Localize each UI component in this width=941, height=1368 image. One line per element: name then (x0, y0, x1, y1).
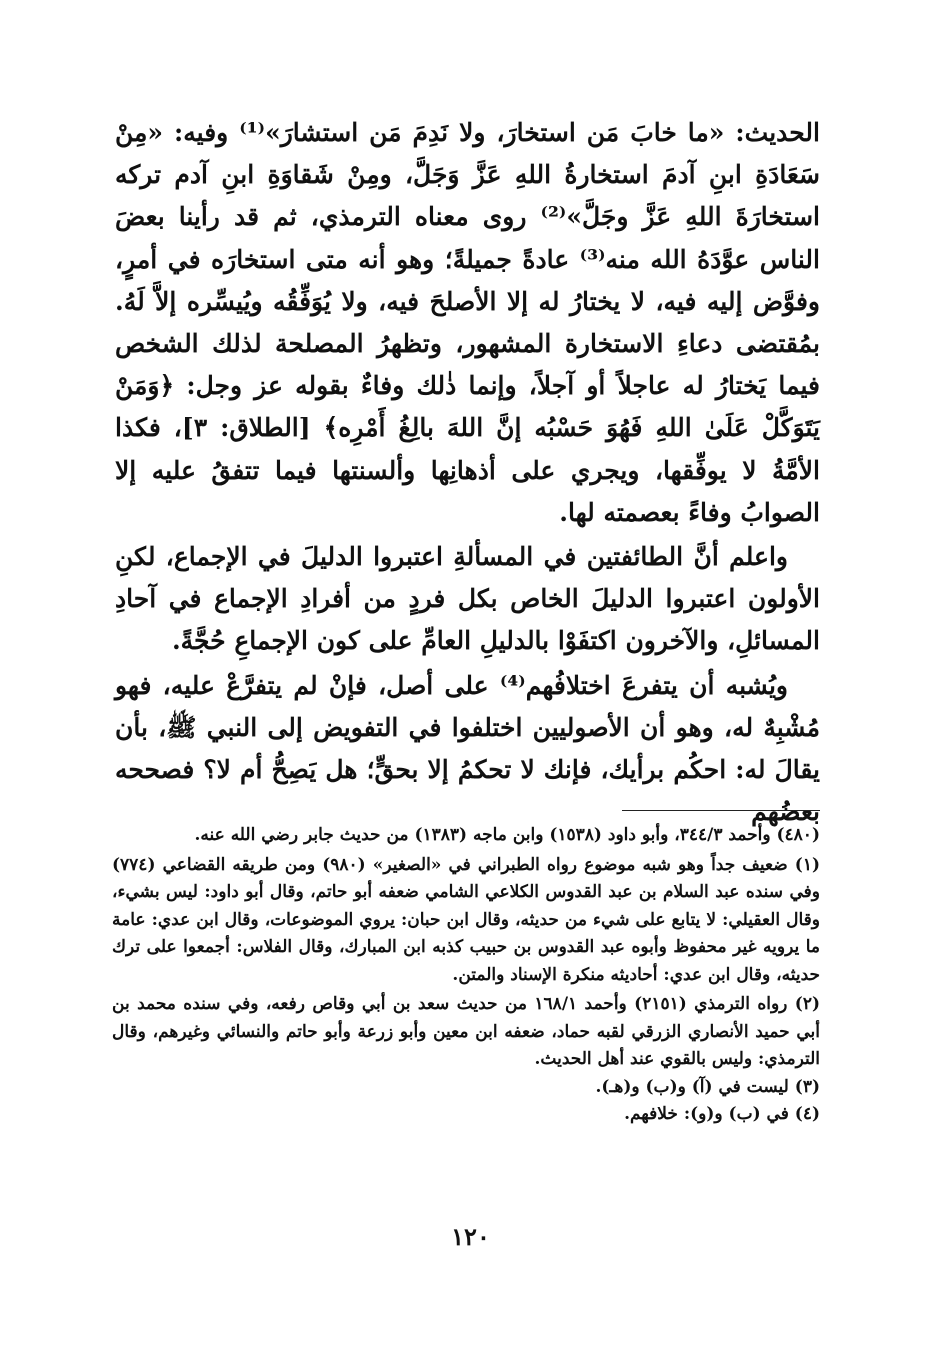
page-number: ١٢٠ (451, 1222, 490, 1251)
main-body-text (115, 112, 820, 833)
footnote-4: (٤) في (ب) و(و): خلافهم. (624, 1104, 820, 1124)
footnote-1: (١) ضعيف جداً وهو شبه موضوع رواه الطبراني في «الصغير» (٩٨٠) ومن طريقه القضاعي (٧٧٤) وفي سنده عبد السلام بن عبد القدوس الكلاعي الشامي ضعفه أبو حاتم، وقال أبو داود: ليس بشيء، وقال العقيلي: لا يتابع على شيء من حديثه، وقال ابن حبان: يروي الموضوعات، وقال ابن عدي: عامة ما يرويه غير محفوظ وأبوه عبد القدوس بن حبيب كذبه ابن المبارك، وقال الفلاس: أجمعوا على ترك حديثه، وقال ابن عدي: أحاديثه منكرة الإسناد والمتن. (112, 854, 820, 985)
footnote-continued: (٤٨٠) وأحمد ٣٤٤/٣، وأبو داود (١٥٣٨) وابن ماجه (١٣٨٣) من حديث جابر رضي الله عنه. (194, 825, 820, 845)
footnote-divider (622, 810, 820, 811)
body-paragraph-1: الحديث: «ما خابَ مَن استخارَ، ولا نَدِمَ مَن استشارَ»⁽¹⁾ وفيه: «مِنْ سَعَادَةِ ابنِ آدمَ استخارةُ اللهِ عَزَّ وَجَلَّ، ومِنْ شَقاوَةِ ابنِ آدم تركه استخارَةَ اللهِ عَزَّ وجَلَّ»⁽²⁾ روى معناه الترمذي، ثم قد رأينا بعضَ الناس عوَّدَهُ الله منه⁽³⁾ عادةً جميلةً؛ وهو أنه متى استخارَه في أمرٍ، وفوَّض إليه فيه، لا يختارُ له إلا الأصلحَ فيه، ولا يُوَفِّقُه ويُيسِّره إلاَّ لَهُ. بمُقتضى دعاءِ الاستخارة المشهور، وتظهرُ المصلحة لذلك الشخص فيما يَختارُ له عاجلاً أو آجلاً، وإنما ذٰلك وفاءٌ بقوله عز وجل: ﴿وَمَنْ يَتَوَكَّلْ عَلَىٰ اللهِ فَهُوَ حَسْبُه إنَّ اللهَ بالِغُ أَمْرِه﴾ [الطلاق: ٣]، فكذا الأمَّةُ لا يوفِّقها، ويجري على أذهانِها وألسنتها فيما تتفقُ عليه إلا الصوابُ وفاءً بعصمته لها. (115, 118, 820, 527)
footnote-3: (٣) ليست في (آ) و(ب) و(هـ). (595, 1076, 820, 1097)
body-paragraph-2: واعلم أنَّ الطائفتين في المسألةِ اعتبروا الدليلَ في الإجماع، لكنِ الأولون اعتبروا الدليلَ الخاص بكل فردٍ من أفرادِ الإجماع في آحادِ المسائلِ، والآخرون اكتفَوْا بالدليلِ العامِّ على كون الإجماعِ حُجَّةً. (115, 542, 820, 656)
body-paragraph-3: ويُشبه أن يتفرعَ اختلافُهم⁽⁴⁾ على أصل، فإنْ لم يتفرَّعْ عليه، فهو مُشْبِهٌ له، وهو أن الأصوليين اختلفوا في التفويض إلى النبي ﷺ، بأن يقالَ له: احكُم برأيك، فإنك لا تحكمُ إلا بحقٍّ؛ هل يَصِحُّ أم لا؟ فصححه بعضُهم (115, 670, 821, 827)
footnote-2: (٢) رواه الترمذي (٢١٥١) وأحمد ١٦٨/١ من حديث سعد بن أبي وقاص رفعه، وفي سنده محمد بن أبي حميد الأنصاري الزرقي لقبه حماد، ضعفه ابن معين وأبو زرعة وأبو حاتم والنسائي وغيرهم، وقال الترمذي: وليس بالقوي عند أهل الحديث. (112, 994, 821, 1069)
footnotes-section (112, 822, 820, 1129)
